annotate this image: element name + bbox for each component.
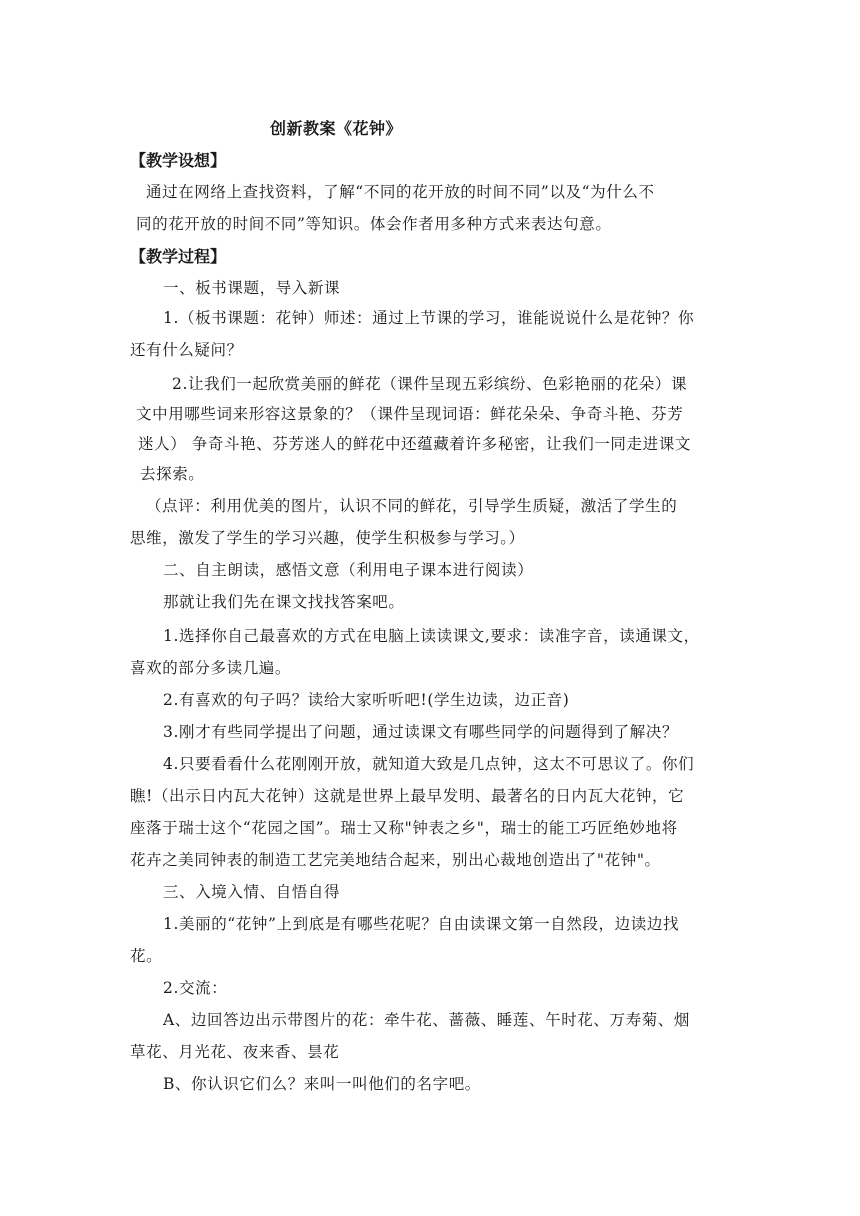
paragraph-line: 文中用哪些词来形容这景象的？（课件呈现词语：鲜花朵朵、争奇斗艳、芬芳 (136, 405, 684, 423)
paragraph-line: B、你认识它们么？来叫一叫他们的名字吧。 (163, 1075, 481, 1093)
paragraph-line: 2.有喜欢的句子吗？读给大家听听吧!(学生边读，边正音) (163, 691, 570, 709)
paragraph-line: 1.美丽的“花钟”上到底是有哪些花呢？自由读课文第一自然段，边读边找 (163, 915, 680, 933)
paragraph-line: 那就让我们先在课文找找答案吧。 (163, 593, 405, 611)
paragraph-line: 思维，激发了学生的学习兴趣，使学生积极参与学习。） (130, 529, 525, 547)
paragraph-line: 座落于瑞士这个“花园之国”。瑞士又称"钟表之乡"，瑞士的能工巧匠绝妙地将 (130, 819, 678, 837)
paragraph-line: 2.让我们一起欣赏美丽的鲜花（课件呈现五彩缤纷、色彩艳丽的花朵）课 (172, 375, 688, 393)
paragraph-line: A、边回答边出示带图片的花：牵牛花、蔷薇、睡莲、午时花、万寿菊、烟 (163, 1011, 690, 1029)
document-title: 创新教案《花钟》 (270, 119, 403, 138)
paragraph-line: 花卉之美同钟表的制造工艺完美地结合起来，别出心裁地创造出了"花钟"。 (130, 851, 661, 869)
paragraph-line: 迷人） 争奇斗艳、芬芳迷人的鲜花中还蕴藏着许多秘密，让我们一同走进课文 (138, 435, 691, 453)
paragraph-line: 二、自主朗读，感悟文意（利用电子课本进行阅读） (163, 561, 534, 579)
paragraph-line: 2.交流： (163, 979, 228, 997)
paragraph-line: 1.（板书课题：花钟）师述：通过上节课的学习，谁能说说什么是花钟？你 (163, 309, 695, 327)
paragraph-line: 一、板书课题，导入新课 (163, 279, 341, 297)
paragraph-line: 花。 (130, 947, 163, 965)
section-heading-teaching-idea: 【教学设想】 (130, 151, 227, 170)
paragraph-line: 还有什么疑问？ (130, 341, 243, 359)
paragraph-line: 喜欢的部分多读几遍。 (130, 659, 292, 677)
paragraph-line: 去探索。 (140, 465, 205, 483)
paragraph-line: 草花、月光花、夜来香、昙花 (130, 1043, 340, 1061)
paragraph-line: 三、入境入情、自悟自得 (163, 883, 341, 901)
paragraph-line: 同的花开放的时间不同”等知识。体会作者用多种方式来表达句意。 (136, 215, 612, 233)
paragraph-line: 4.只要看看什么花刚刚开放，就知道大致是几点钟，这太不可思议了。你们 (163, 755, 695, 773)
paragraph-line: 瞧!（出示日内瓦大花钟）这就是世界上最早发明、最著名的日内瓦大花钟，它 (130, 787, 685, 805)
paragraph-line: 通过在网络上查找资料，了解“不同的花开放的时间不同”以及“为什么不 (146, 183, 655, 201)
paragraph-line: 1.选择你自己最喜欢的方式在电脑上读读课文,要求：读准字音，读通课文， (163, 627, 700, 645)
paragraph-line: 3.刚才有些同学提出了问题，通过读课文有哪些同学的问题得到了解决？ (163, 723, 679, 741)
section-heading-teaching-process: 【教学过程】 (130, 247, 227, 266)
paragraph-line: （点评：利用优美的图片，认识不同的鲜花，引导学生质疑，激活了学生的 (146, 497, 678, 515)
